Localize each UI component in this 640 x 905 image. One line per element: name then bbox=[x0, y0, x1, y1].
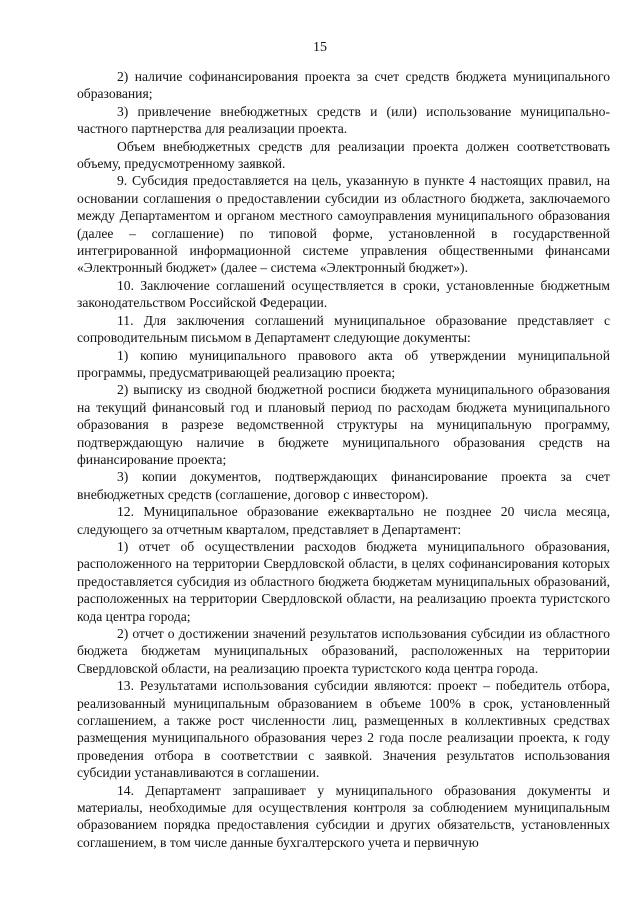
paragraph: 2) отчет о достижении значений результатов использования субсидии из областного бюджета бюджетам муниципальных образований, расположенных на территории Свердловской области, на реализацию проекта туристского кода центра города. bbox=[77, 626, 610, 676]
paragraph: 3) привлечение внебюджетных средств и (или) использование муниципально-частного партнерства для реализации проекта. bbox=[77, 103, 610, 137]
paragraph: 2) выписку из сводной бюджетной росписи бюджета муниципального образования на текущий финансовый год и плановый период по расходам бюджета муниципального образования в разрезе ведомственной структуры на муниципальную программу, подтверждающую наличие в бюджете муниципального образования средств на финансирование проекта; bbox=[77, 382, 610, 467]
paragraph: 13. Результатами использования субсидии являются: проект – победитель отбора, реализованный муниципальным образованием в объеме 100% в срок, установленный соглашением, а также рост численности лиц, размещенных в коллективных средствах размещения муниципального образования через 2 года после реализации проекта, к году проведения отбора в соответствии с заявкой. Значения результатов использования субсидии устанавливаются в соглашении. bbox=[77, 678, 610, 781]
paragraph: 1) копию муниципального правового акта об утверждении муниципальной программы, предусматривающей реализацию проекта; bbox=[77, 347, 610, 380]
page-number: 15 bbox=[313, 40, 327, 55]
paragraph: 3) копии документов, подтверждающих финансирование проекта за счет внебюджетных средств (соглашение, договор с инвестором). bbox=[77, 469, 610, 502]
paragraph: 14. Департамент запрашивает у муниципального образования документы и материалы, необходимые для осуществления контроля за соблюдением муниципальным образованием порядка предоставления субсидии и других обязательств, установленных соглашением, в том числе данные бухгалтерского учета и первичную bbox=[77, 782, 610, 850]
paragraph: 2) наличие софинансирования проекта за счет средств бюджета муниципального образования; bbox=[77, 69, 610, 102]
document-body bbox=[77, 68, 610, 851]
paragraph: 1) отчет об осуществлении расходов бюджета муниципального образования, расположенного на территории Свердловской области, в целях софинансирования которых предоставляется субсидия из областного бюджета бюджетам муниципальных образований, расположенных на территории Свердловской области, на реализацию проекта туристского кода центра города; bbox=[77, 538, 610, 624]
paragraph: 10. Заключение соглашений осуществляется в сроки, установленные бюджетным законодательством Российской Федерации. bbox=[77, 277, 610, 311]
paragraph: 9. Субсидия предоставляется на цель, указанную в пункте 4 настоящих правил, на основании соглашения о предоставлении субсидии из областного бюджета, заключаемого между Департаментом и органом местного самоуправления муниципального образования (далее – соглашение) по типовой форме, установленной в государственной интегрированной информационной системе управления общественными финансами «Электронный бюджет» (далее – система «Электронный бюджет»). bbox=[77, 173, 610, 276]
paragraph: Объем внебюджетных средств для реализации проекта должен соответствовать объему, предусмотренному заявкой. bbox=[77, 138, 610, 172]
paragraph: 11. Для заключения соглашений муниципальное образование представляет с сопроводительным письмом в Департамент следующие документы: bbox=[77, 312, 610, 346]
paragraph: 12. Муниципальное образование ежеквартально не позднее 20 числа месяца, следующего за отчетным кварталом, представляет в Департамент: bbox=[77, 504, 610, 537]
